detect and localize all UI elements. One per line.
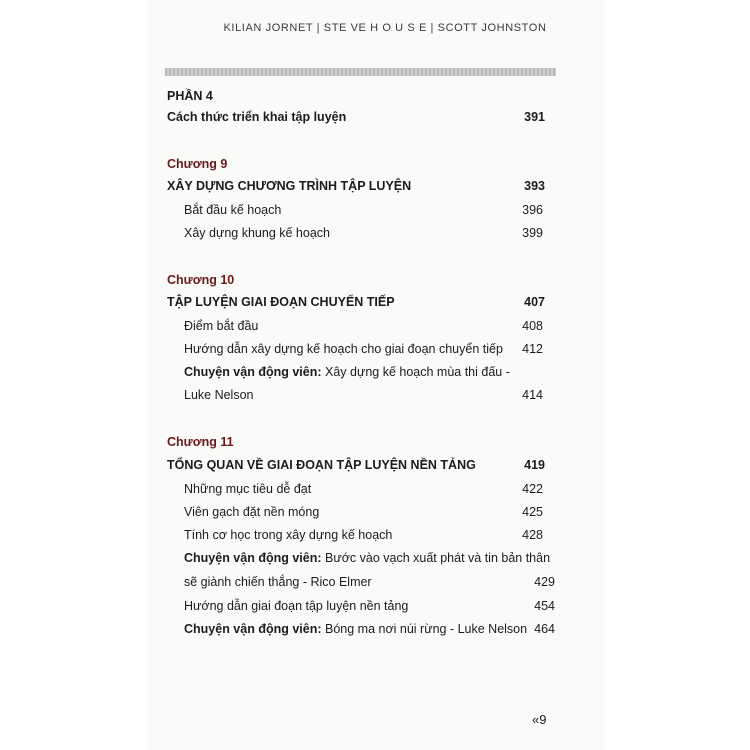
entry-page: 428	[522, 528, 543, 542]
toc-entry-part	[167, 107, 545, 127]
toc-entry	[167, 223, 545, 243]
entry-title: Luke Nelson	[184, 388, 254, 402]
entry-page: 419	[524, 458, 545, 472]
entry-title: Bước vào vạch xuất phát và tin bản thân	[321, 551, 551, 565]
running-header: KILIAN JORNET | STE VE H O U S E | SCOTT JOHNSTON	[223, 22, 547, 34]
toc-entry-athlete-story	[167, 619, 555, 639]
toc-entry-athlete-story	[167, 362, 545, 382]
part-label: PHẦN 4	[167, 89, 213, 103]
entry-title: Xây dựng kế hoạch mùa thi đấu -	[321, 365, 510, 379]
toc-entry-athlete-story	[167, 548, 551, 568]
toc-entry-chapter	[167, 292, 545, 312]
header-rule	[165, 68, 556, 76]
entry-title: Điểm bắt đầu	[184, 319, 259, 333]
athlete-story-prefix: Chuyện vận động viên:	[184, 551, 322, 565]
entry-page: 393	[524, 179, 545, 193]
entry-page: 425	[522, 505, 543, 519]
athlete-story-prefix: Chuyện vận động viên:	[184, 622, 322, 636]
toc-entry	[167, 385, 545, 405]
entry-title: Tính cơ học trong xây dựng kế hoạch	[184, 528, 393, 542]
entry-page: 414	[522, 388, 543, 402]
entry-title: Hướng dẫn giai đoạn tập luyện nền tảng	[184, 599, 409, 613]
page-number: «9	[532, 712, 547, 727]
entry-page: 408	[522, 319, 543, 333]
toc-entry	[167, 200, 545, 220]
chapter-label: Chương 10	[167, 273, 235, 287]
entry-page: 429	[534, 575, 555, 589]
entry-title: Xây dựng khung kế hoạch	[184, 226, 330, 240]
toc-entry	[167, 525, 545, 545]
toc-entry-chapter	[167, 176, 545, 196]
entry-page: 454	[534, 599, 555, 613]
entry-title: Hướng dẫn xây dựng kế hoạch cho giai đoạn chuyển tiếp	[184, 342, 503, 356]
entry-page: 407	[524, 295, 545, 309]
entry-page: 391	[524, 110, 545, 124]
entry-page: 422	[522, 482, 543, 496]
athlete-story-prefix: Chuyện vận động viên:	[184, 365, 322, 379]
entry-title: XÂY DỰNG CHƯƠNG TRÌNH TẬP LUYỆN	[167, 179, 412, 193]
entry-title: TẬP LUYỆN GIAI ĐOẠN CHUYỂN TIẾP	[167, 295, 395, 309]
toc-entry	[167, 572, 555, 592]
entry-title: TỔNG QUAN VỀ GIAI ĐOẠN TẬP LUYỆN NỀN TẢNG	[167, 458, 476, 472]
entry-page: 399	[522, 226, 543, 240]
entry-title: Cách thức triển khai tập luyện	[167, 110, 347, 124]
toc-entry	[167, 502, 545, 522]
toc-entry	[167, 596, 555, 616]
entry-page: 464	[534, 622, 555, 636]
toc-entry	[167, 316, 545, 336]
entry-title: Những mục tiêu dễ đạt	[184, 482, 312, 496]
chapter-label: Chương 11	[167, 435, 234, 449]
entry-page: 396	[522, 203, 543, 217]
entry-title: Bắt đầu kế hoạch	[184, 203, 282, 217]
toc-entry	[167, 339, 545, 359]
entry-title: Bóng ma nơi núi rừng - Luke Nelson	[321, 622, 528, 636]
toc-entry-chapter	[167, 455, 545, 475]
entry-title: sẽ giành chiến thắng - Rico Elmer	[184, 575, 372, 589]
entry-title: Viên gạch đặt nền móng	[184, 505, 320, 519]
toc-entry	[167, 479, 545, 499]
entry-page: 412	[522, 342, 543, 356]
chapter-label: Chương 9	[167, 157, 228, 171]
